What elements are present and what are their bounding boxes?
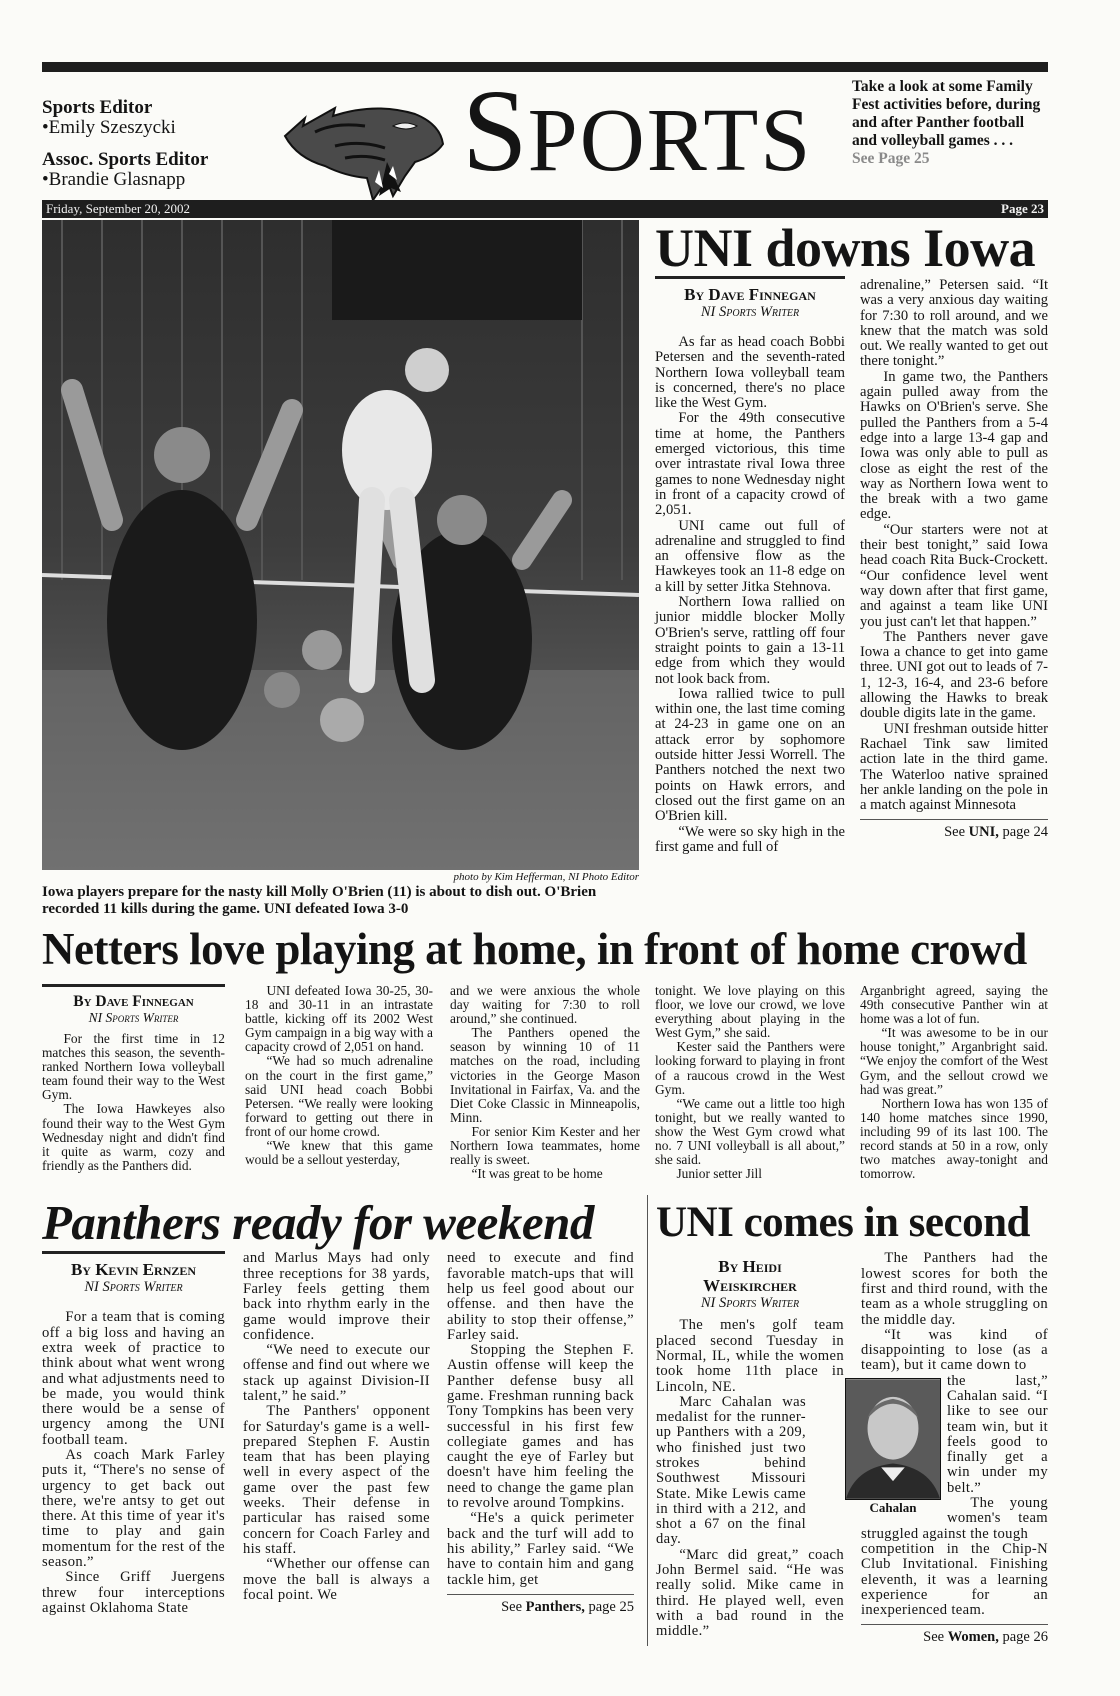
- paragraph: tonight. We love playing on this floor, we love our crowd, we love everything about playing in the West Gym,” she said.: [655, 983, 845, 1041]
- paragraph: Northern Iowa rallied on junior middle blocker Molly O'Brien's serve, rattling off four straight points to gain a 13-11 edge from which they would not look back from.: [655, 594, 845, 687]
- jump-page: page 25: [584, 1598, 634, 1615]
- paragraph: The Panthers had the lowest scores for both the first and third round, with the team as a whole struggling on the middle day.: [861, 1250, 1048, 1328]
- byline-role: NI Sports Writer: [700, 1295, 800, 1312]
- headshot-caption: Cahalan: [869, 1499, 917, 1515]
- byline-name: By Dave Finnegan: [73, 993, 194, 1010]
- paragraph: Northern Iowa has won 135 of 140 home matches since 1990, including 99 of its last 100. The record stands at 50 in a row, only two matches away-tonight and tomorrow.: [860, 1095, 1048, 1182]
- paragraph: “It was great to be home: [471, 1166, 603, 1182]
- paragraph: The Panthers never gave Iowa a chance to get into game three. UNI got out to leads of 7-1, 12-3, 16-4, and 23-6 before allowing the Hawks to break double digits late in the game.: [860, 628, 1048, 722]
- jump-keyword: UNI,: [968, 824, 999, 841]
- paragraph: For the 49th consecutive time at home, the Panthers emerged victorious, this time over intrastate rival Iowa three games to none Wednesday night in front of a capacity crowd of 2,051.: [655, 410, 845, 519]
- article-column: [243, 1251, 430, 1603]
- volleyball-photo: [42, 220, 639, 870]
- jump-link-panthers[interactable]: [447, 1594, 634, 1616]
- bottom-section: [42, 1195, 1048, 1646]
- paragraph: “Our starters were not at their best tonight,” said Iowa head coach Rita Buck-Crockett. “Our confidence level went way down after that first game, and against a team like UNI you just can't let that happen.”: [860, 521, 1048, 630]
- paragraph: “We knew that this game would be a sellout yesterday,: [245, 1138, 433, 1168]
- article-column: [245, 984, 433, 1167]
- article-uni-downs-iowa: [655, 220, 1048, 855]
- article-column: [42, 1251, 225, 1616]
- paragraph: “We were so sky high in the first game and full of: [655, 823, 845, 855]
- jump-prefix: See: [944, 824, 969, 841]
- article-column: [860, 278, 1048, 841]
- jump-page: page 26: [998, 1629, 1048, 1646]
- article-column: [860, 984, 1048, 1181]
- paragraph: The young women's team struggled against the tough: [861, 1495, 1048, 1542]
- paragraph: The men's golf team placed second Tuesday in Normal, IL, while the women took home 11th place in Lincoln, NE.: [656, 1317, 844, 1395]
- paragraph: For a team that is coming off a big loss and having an extra week of practice to think about what went wrong and what adjustments need to be made, you would think there would be a sense of urgency among the UNI football team.: [42, 1309, 225, 1448]
- paragraph: UNI came out full of adrenaline and struggled to find an offensive flow as the Hawkeyes took an 11-8 edge on a kill by setter Jitka Stehnova.: [655, 517, 845, 595]
- paragraph: The Panthers' opponent for Saturday's game is a well-prepared Stephen F. Austin team that has been playing well in every aspect of the game over the past few weeks. Their defense in particular has raised some concern for Coach Farley and his staff.: [243, 1403, 430, 1557]
- paragraph: For senior Kim Kester and her Northern Iowa teammates, home really is sweet.: [450, 1123, 640, 1168]
- paragraph: “Marc did great,” coach John Bermel said. “He was really solid. Mike came in third. He played well, even with a bad round in the middle.”: [656, 1546, 844, 1640]
- paragraph: competition in the Chip-N Club Invitational. Finishing eleventh, it was a learning experience for an inexperienced team.: [861, 1540, 1048, 1619]
- paragraph: In game two, the Panthers again pulled away from the Hawks on O'Brien's serve. She pulled the Panthers from a 5-4 edge into a large 13-4 gap and Iowa was only able to pull as close as eight the rest of the way as Northern Iowa went to the break with a two game edge.: [860, 368, 1048, 523]
- paragraph: “We need to execute our offense and find out where we stack up against Division-II talent,” he said.”: [243, 1342, 430, 1404]
- byline: [655, 276, 845, 321]
- paragraph: “It was kind of disappointing to lose (as a team), but it came down to: [861, 1326, 1048, 1374]
- assoc-editor-name: •Brandie Glasnapp: [42, 169, 186, 190]
- assoc-editor-role: Assoc. Sports Editor: [42, 149, 209, 170]
- page-number: Page 23: [1001, 201, 1044, 216]
- top-section: [42, 220, 1048, 918]
- paragraph: UNI freshman outside hitter Rachael Tink saw limited action late in the third game. The Waterloo native sprained her ankle landing on the pole in a match against Minnesota: [860, 720, 1048, 814]
- paragraph: UNI defeated Iowa 30-25, 30-18 and 30-11 in an intrastate battle, kicking off its 2002 West Gym campaign in a big way with a capacity crowd of 2,051 on hand.: [245, 983, 433, 1055]
- editor-name: •Emily Szeszycki: [42, 117, 176, 138]
- paragraph: As far as head coach Bobbi Petersen and the seventh-rated Northern Iowa volleyball team is concerned, there's no place like the West Gym.: [655, 334, 845, 412]
- paragraph: “Whether our offense can move the ball is always a focal point. We: [243, 1556, 430, 1603]
- paragraph: Kester said the Panthers were looking forward to playing in front of a raucous crowd in the West Gym.: [655, 1039, 845, 1097]
- panther-logo-icon: [275, 96, 445, 204]
- headshot-block: [845, 1378, 941, 1516]
- masthead: [42, 65, 1048, 200]
- promo-box: [852, 78, 1050, 168]
- paragraph: For the first time in 12 matches this season, the seventh-ranked Northern Iowa volleyball team found their way to the West Gym.: [42, 1031, 225, 1103]
- photo-caption: Iowa players prepare for the nasty kill Molly O'Brien (11) is about to dish out. O'Brien recorded 11 kills during the game. UNI defeated Iowa 3-0: [42, 884, 597, 917]
- editor-role: Sports Editor: [42, 97, 153, 118]
- article-column: [655, 276, 845, 855]
- paragraph: “We came out a little too high tonight, but we really wanted to show the West Gym crowd what no. 7 UNI volleyball is all about,” she said.: [655, 1095, 845, 1168]
- byline-name: By Kevin Ernzen: [70, 1260, 197, 1280]
- date-bar: [42, 200, 1048, 218]
- jump-prefix: See: [923, 1629, 948, 1646]
- section-title: [462, 65, 813, 196]
- jump-prefix: See: [501, 1598, 526, 1615]
- photo-credit: photo by Kim Hefferman, NI Photo Editor: [453, 871, 639, 883]
- paragraph: Since Griff Juergens threw four interceptions against Oklahoma State: [42, 1569, 225, 1616]
- paragraph: need to execute and find favorable match-ups that will help us feel good about our offense. and then have the ability to stop their offense,” Farley said.: [447, 1250, 634, 1343]
- section-title-initial: S: [462, 65, 528, 196]
- article-netters: [42, 984, 1048, 1181]
- jump-keyword: Panthers,: [525, 1598, 585, 1615]
- jump-link-uni[interactable]: [860, 819, 1048, 841]
- byline: [680, 1251, 820, 1312]
- byline-role: NI Sports Writer: [88, 1010, 179, 1025]
- byline-name: By Heidi Weiskircher: [703, 1257, 797, 1296]
- photo-block: [42, 220, 639, 918]
- article-column: [42, 984, 225, 1173]
- article-panthers: [42, 1195, 634, 1616]
- byline-name: By Dave Finnegan: [684, 285, 816, 304]
- paragraph: Marc Cahalan was medalist for the runner-up Panthers with a 209, who finished just two strokes behind Southwest Missouri State. Mike Lewis came in third with a 212, and shot a 67 on the final day.: [656, 1393, 806, 1548]
- headline-netters: Netters love playing at home, in front of home crowd: [42, 924, 1027, 974]
- jump-page: page 24: [998, 824, 1048, 841]
- paragraph: adrenaline,” Petersen said. “It was a very anxious day waiting for 7:30 to roll around, and we knew that the match was sold out. We really wanted to get out there tonight.”: [860, 277, 1048, 370]
- article-column: [447, 1251, 634, 1616]
- jump-keyword: Women,: [947, 1629, 999, 1646]
- newspaper-page: [42, 0, 1048, 1666]
- paragraph: “We had so much adrenaline on the court in the first game,” said UNI head coach Bobbi Petersen. “We really were looking forward to getting out there in front of our home crowd.: [245, 1053, 433, 1139]
- article-golf: [647, 1195, 1048, 1646]
- article-column: [861, 1251, 1048, 1646]
- paragraph: and we were anxious the whole day waiting for 7:30 to roll around,” she continued.: [450, 983, 640, 1027]
- headline-uni-comes-in-second: UNI comes in second: [656, 1199, 1030, 1247]
- paragraph: Junior setter Jill: [676, 1166, 762, 1182]
- paragraph: Arganbright agreed, saying the 49th consecutive Panther win at home was a lot of fun.: [860, 983, 1048, 1027]
- article-column: [656, 1251, 844, 1639]
- paragraph: Iowa rallied twice to pull within one, the last time coming at 24-23 in game one on an attack error by sophomore outside hitter Jessi Worrell. The Panthers notched the next two points on Hawk errors, and closed out the first game on an O'Brien kill.: [655, 685, 845, 825]
- article-column: [655, 984, 845, 1181]
- cahalan-headshot: [845, 1378, 941, 1500]
- section-title-rest: PORTS: [527, 91, 813, 190]
- byline-role: NI Sports Writer: [84, 1279, 183, 1296]
- top-rule: [42, 62, 1048, 72]
- byline: [42, 1251, 225, 1296]
- editors-block: [42, 98, 208, 190]
- byline-role: NI Sports Writer: [700, 304, 800, 320]
- paragraph: “He's a quick perimeter back and the turf will add to his ability,” Farley said. “We have to contain him and gang tackle him, get: [447, 1510, 634, 1588]
- jump-link-women[interactable]: [861, 1624, 1048, 1646]
- issue-date: Friday, September 20, 2002: [46, 201, 190, 216]
- paragraph: As coach Mark Farley puts it, “There's no sense of urgency to get back out there, we're antsy to get out there. At this time of year it's time to play and gain momentum for the rest of the season.”: [42, 1446, 225, 1571]
- article-column: [450, 984, 640, 1181]
- paragraph: The Panthers opened the season by winning 10 of 11 matches on the road, including victories in the George Mason Invitational in Fairfax, Va. and the Diet Coke Classic in Minneapolis, Minn.: [450, 1025, 640, 1125]
- promo-text: Take a look at some Family Fest activities before, during and after Panther football and volleyball games . . .: [852, 78, 1041, 149]
- byline: [42, 984, 225, 1026]
- paragraph: and Marlus Mays had only three receptions for 38 yards, Farley feels getting them back into rhythm early in the game would improve their confidence.: [243, 1250, 430, 1343]
- paragraph: Stopping the Stephen F. Austin offense will keep the Panther defense busy all game. Freshman running back Tony Tompkins has been very successful in his first few collegiate games and has caught the eye of Farley but doesn't have him feeling the need to change the game plan to revolve around Tompkins.: [447, 1342, 634, 1512]
- paragraph: “It was awesome to be in our house tonight,” Arganbright said. “We enjoy the comfort of the West Gym, and the sellout crowd we had was great.”: [860, 1025, 1048, 1097]
- paragraph: The Iowa Hawkeyes also found their way to the West Gym Wednesday night and didn't find it quite as warm, cozy and friendly as the Panthers did.: [42, 1101, 225, 1173]
- promo-link[interactable]: See Page 25: [852, 150, 930, 167]
- headline-uni-downs-iowa: UNI downs Iowa: [655, 218, 1036, 278]
- headline-panthers: Panthers ready for weekend: [42, 1195, 594, 1251]
- paragraph: the last,” Cahalan said. “I like to see our team win, but it feels good to finally get a win under my belt.”: [947, 1372, 1048, 1496]
